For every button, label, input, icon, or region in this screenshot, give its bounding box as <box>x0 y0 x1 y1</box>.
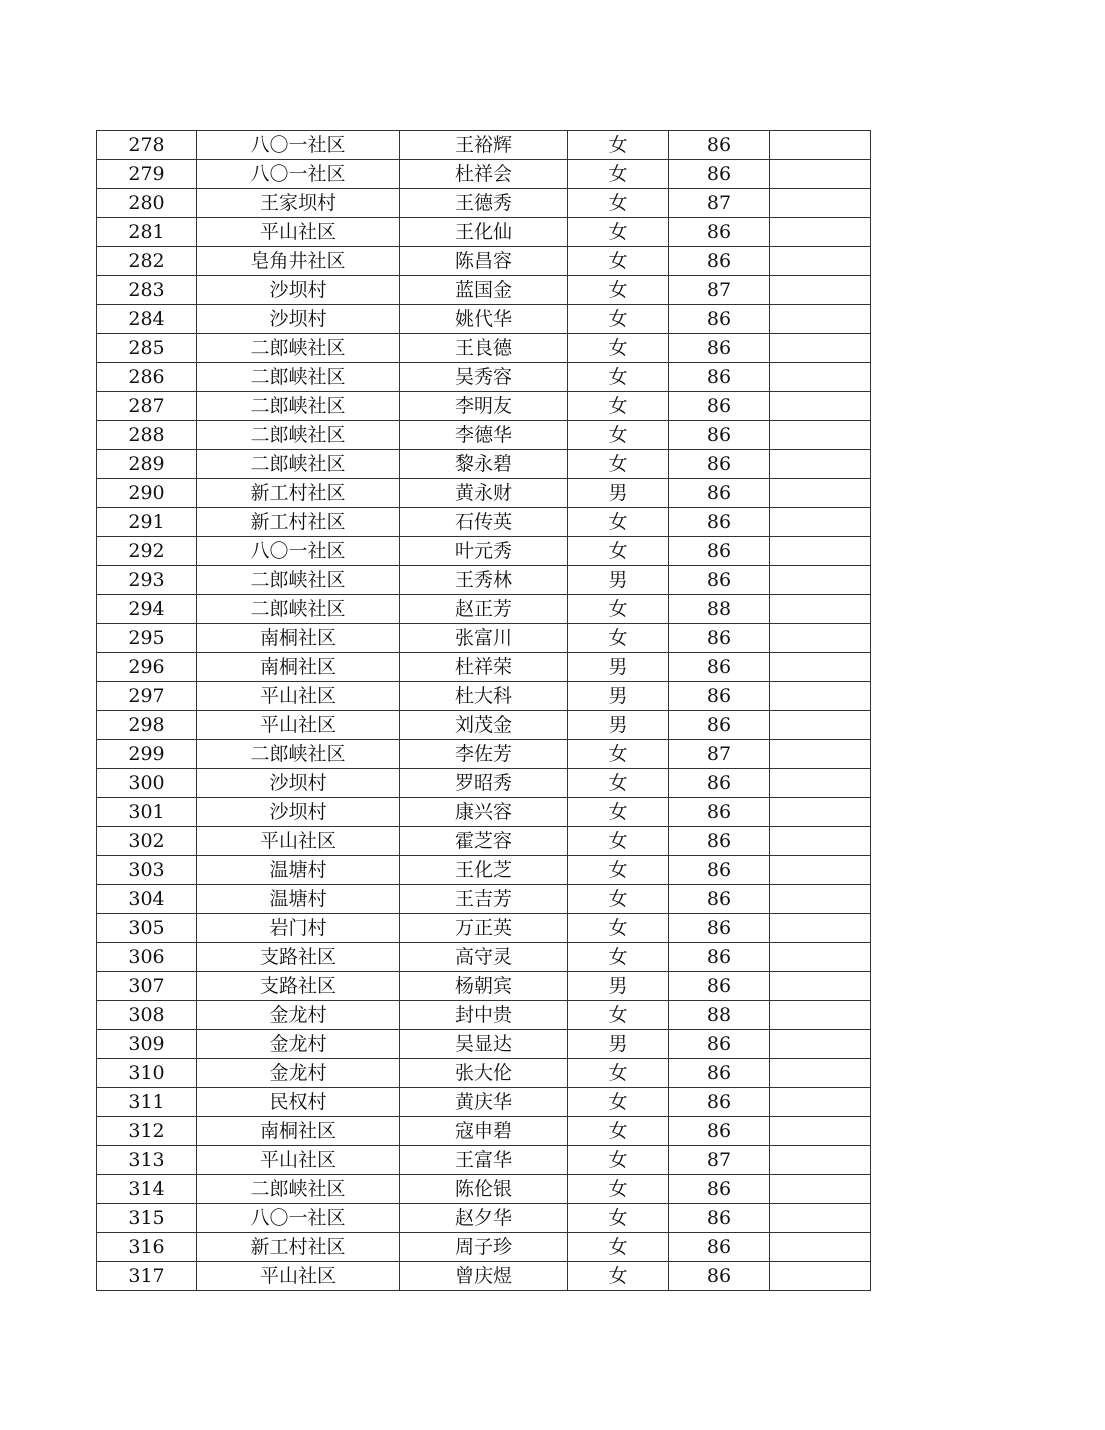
name-cell: 叶元秀 <box>400 537 568 566</box>
row-number-cell: 304 <box>97 885 197 914</box>
gender-cell: 男 <box>568 566 669 595</box>
community-cell: 八〇一社区 <box>197 160 400 189</box>
gender-cell: 女 <box>568 1059 669 1088</box>
row-number-cell: 302 <box>97 827 197 856</box>
name-cell: 李明友 <box>400 392 568 421</box>
table-row <box>97 1233 871 1262</box>
community-cell: 金龙村 <box>197 1030 400 1059</box>
table-row <box>97 1059 871 1088</box>
community-cell: 民权村 <box>197 1088 400 1117</box>
remark-cell <box>770 653 871 682</box>
name-cell: 黄永财 <box>400 479 568 508</box>
table-row <box>97 131 871 160</box>
remark-cell <box>770 827 871 856</box>
remark-cell <box>770 537 871 566</box>
age-cell: 86 <box>669 972 770 1001</box>
remark-cell <box>770 508 871 537</box>
row-number-cell: 283 <box>97 276 197 305</box>
row-number-cell: 288 <box>97 421 197 450</box>
age-cell: 86 <box>669 218 770 247</box>
age-cell: 86 <box>669 769 770 798</box>
row-number-cell: 300 <box>97 769 197 798</box>
remark-cell <box>770 856 871 885</box>
remark-cell <box>770 1146 871 1175</box>
row-number-cell: 280 <box>97 189 197 218</box>
gender-cell: 女 <box>568 1175 669 1204</box>
remark-cell <box>770 624 871 653</box>
table-row <box>97 218 871 247</box>
remark-cell <box>770 305 871 334</box>
table-row <box>97 1175 871 1204</box>
row-number-cell: 286 <box>97 363 197 392</box>
age-cell: 86 <box>669 363 770 392</box>
remark-cell <box>770 740 871 769</box>
community-cell: 二郎峡社区 <box>197 334 400 363</box>
gender-cell: 男 <box>568 1030 669 1059</box>
age-cell: 88 <box>669 595 770 624</box>
remark-cell <box>770 1204 871 1233</box>
name-cell: 吴秀容 <box>400 363 568 392</box>
name-cell: 刘茂金 <box>400 711 568 740</box>
row-number-cell: 311 <box>97 1088 197 1117</box>
name-cell: 黄庆华 <box>400 1088 568 1117</box>
gender-cell: 女 <box>568 1233 669 1262</box>
community-cell: 二郎峡社区 <box>197 740 400 769</box>
gender-cell: 女 <box>568 914 669 943</box>
community-cell: 沙坝村 <box>197 798 400 827</box>
community-cell: 二郎峡社区 <box>197 595 400 624</box>
community-cell: 二郎峡社区 <box>197 392 400 421</box>
row-number-cell: 309 <box>97 1030 197 1059</box>
name-cell: 封中贵 <box>400 1001 568 1030</box>
name-cell: 杜祥会 <box>400 160 568 189</box>
community-cell: 平山社区 <box>197 711 400 740</box>
age-cell: 86 <box>669 682 770 711</box>
remark-cell <box>770 363 871 392</box>
table-row <box>97 421 871 450</box>
gender-cell: 女 <box>568 508 669 537</box>
community-cell: 沙坝村 <box>197 276 400 305</box>
remark-cell <box>770 798 871 827</box>
table-row <box>97 885 871 914</box>
table-row <box>97 508 871 537</box>
gender-cell: 女 <box>568 247 669 276</box>
row-number-cell: 315 <box>97 1204 197 1233</box>
gender-cell: 男 <box>568 479 669 508</box>
community-cell: 金龙村 <box>197 1001 400 1030</box>
table-row <box>97 537 871 566</box>
row-number-cell: 292 <box>97 537 197 566</box>
row-number-cell: 303 <box>97 856 197 885</box>
remark-cell <box>770 1175 871 1204</box>
table-row <box>97 624 871 653</box>
gender-cell: 女 <box>568 798 669 827</box>
table-row <box>97 943 871 972</box>
age-cell: 87 <box>669 1146 770 1175</box>
row-number-cell: 298 <box>97 711 197 740</box>
row-number-cell: 305 <box>97 914 197 943</box>
roster-table <box>96 130 871 1291</box>
age-cell: 86 <box>669 885 770 914</box>
gender-cell: 女 <box>568 1117 669 1146</box>
age-cell: 86 <box>669 1059 770 1088</box>
roster-table-body <box>97 131 871 1291</box>
gender-cell: 女 <box>568 218 669 247</box>
table-row <box>97 1030 871 1059</box>
row-number-cell: 291 <box>97 508 197 537</box>
row-number-cell: 296 <box>97 653 197 682</box>
name-cell: 王吉芳 <box>400 885 568 914</box>
age-cell: 88 <box>669 1001 770 1030</box>
age-cell: 86 <box>669 1030 770 1059</box>
table-row <box>97 1204 871 1233</box>
community-cell: 八〇一社区 <box>197 1204 400 1233</box>
gender-cell: 女 <box>568 537 669 566</box>
gender-cell: 女 <box>568 1262 669 1291</box>
gender-cell: 女 <box>568 769 669 798</box>
name-cell: 高守灵 <box>400 943 568 972</box>
gender-cell: 女 <box>568 740 669 769</box>
community-cell: 王家坝村 <box>197 189 400 218</box>
table-row <box>97 682 871 711</box>
name-cell: 王良德 <box>400 334 568 363</box>
remark-cell <box>770 682 871 711</box>
row-number-cell: 284 <box>97 305 197 334</box>
remark-cell <box>770 566 871 595</box>
name-cell: 李德华 <box>400 421 568 450</box>
name-cell: 陈伦银 <box>400 1175 568 1204</box>
table-row <box>97 972 871 1001</box>
remark-cell <box>770 160 871 189</box>
community-cell: 南桐社区 <box>197 624 400 653</box>
name-cell: 吴显达 <box>400 1030 568 1059</box>
row-number-cell: 282 <box>97 247 197 276</box>
table-row <box>97 363 871 392</box>
remark-cell <box>770 1262 871 1291</box>
age-cell: 86 <box>669 914 770 943</box>
row-number-cell: 293 <box>97 566 197 595</box>
age-cell: 86 <box>669 1088 770 1117</box>
age-cell: 86 <box>669 798 770 827</box>
remark-cell <box>770 711 871 740</box>
row-number-cell: 290 <box>97 479 197 508</box>
name-cell: 曾庆煜 <box>400 1262 568 1291</box>
gender-cell: 男 <box>568 653 669 682</box>
gender-cell: 女 <box>568 1204 669 1233</box>
remark-cell <box>770 972 871 1001</box>
remark-cell <box>770 392 871 421</box>
age-cell: 86 <box>669 827 770 856</box>
age-cell: 87 <box>669 276 770 305</box>
name-cell: 蓝国金 <box>400 276 568 305</box>
age-cell: 87 <box>669 740 770 769</box>
name-cell: 王化芝 <box>400 856 568 885</box>
name-cell: 周子珍 <box>400 1233 568 1262</box>
community-cell: 金龙村 <box>197 1059 400 1088</box>
remark-cell <box>770 189 871 218</box>
row-number-cell: 299 <box>97 740 197 769</box>
name-cell: 张大伦 <box>400 1059 568 1088</box>
remark-cell <box>770 1117 871 1146</box>
community-cell: 温塘村 <box>197 856 400 885</box>
name-cell: 寇申碧 <box>400 1117 568 1146</box>
community-cell: 新工村社区 <box>197 508 400 537</box>
table-row <box>97 392 871 421</box>
remark-cell <box>770 334 871 363</box>
name-cell: 黎永碧 <box>400 450 568 479</box>
table-row <box>97 1146 871 1175</box>
name-cell: 王德秀 <box>400 189 568 218</box>
remark-cell <box>770 769 871 798</box>
gender-cell: 女 <box>568 421 669 450</box>
gender-cell: 女 <box>568 1001 669 1030</box>
community-cell: 温塘村 <box>197 885 400 914</box>
age-cell: 86 <box>669 856 770 885</box>
row-number-cell: 307 <box>97 972 197 1001</box>
row-number-cell: 287 <box>97 392 197 421</box>
community-cell: 二郎峡社区 <box>197 363 400 392</box>
gender-cell: 女 <box>568 363 669 392</box>
remark-cell <box>770 885 871 914</box>
gender-cell: 女 <box>568 276 669 305</box>
row-number-cell: 301 <box>97 798 197 827</box>
age-cell: 86 <box>669 624 770 653</box>
age-cell: 86 <box>669 1117 770 1146</box>
community-cell: 平山社区 <box>197 218 400 247</box>
table-row <box>97 247 871 276</box>
name-cell: 杜祥荣 <box>400 653 568 682</box>
community-cell: 二郎峡社区 <box>197 450 400 479</box>
gender-cell: 女 <box>568 334 669 363</box>
row-number-cell: 295 <box>97 624 197 653</box>
gender-cell: 女 <box>568 131 669 160</box>
table-row <box>97 189 871 218</box>
community-cell: 沙坝村 <box>197 769 400 798</box>
table-row <box>97 914 871 943</box>
name-cell: 石传英 <box>400 508 568 537</box>
community-cell: 平山社区 <box>197 1262 400 1291</box>
row-number-cell: 289 <box>97 450 197 479</box>
remark-cell <box>770 1059 871 1088</box>
remark-cell <box>770 131 871 160</box>
table-row <box>97 334 871 363</box>
table-row <box>97 798 871 827</box>
community-cell: 八〇一社区 <box>197 131 400 160</box>
table-row <box>97 856 871 885</box>
table-row <box>97 566 871 595</box>
age-cell: 86 <box>669 1175 770 1204</box>
table-row <box>97 1088 871 1117</box>
remark-cell <box>770 1233 871 1262</box>
table-row <box>97 160 871 189</box>
age-cell: 86 <box>669 1262 770 1291</box>
gender-cell: 女 <box>568 943 669 972</box>
name-cell: 王裕辉 <box>400 131 568 160</box>
name-cell: 赵正芳 <box>400 595 568 624</box>
community-cell: 平山社区 <box>197 1146 400 1175</box>
gender-cell: 女 <box>568 827 669 856</box>
row-number-cell: 316 <box>97 1233 197 1262</box>
age-cell: 86 <box>669 450 770 479</box>
table-row <box>97 276 871 305</box>
age-cell: 86 <box>669 305 770 334</box>
table-row <box>97 1001 871 1030</box>
roster-table-container <box>96 130 871 1291</box>
age-cell: 86 <box>669 1204 770 1233</box>
table-row <box>97 1262 871 1291</box>
gender-cell: 女 <box>568 1146 669 1175</box>
age-cell: 86 <box>669 537 770 566</box>
gender-cell: 女 <box>568 189 669 218</box>
community-cell: 支路社区 <box>197 943 400 972</box>
remark-cell <box>770 218 871 247</box>
age-cell: 86 <box>669 653 770 682</box>
name-cell: 李佐芳 <box>400 740 568 769</box>
table-row <box>97 769 871 798</box>
community-cell: 皂角井社区 <box>197 247 400 276</box>
name-cell: 杜大科 <box>400 682 568 711</box>
community-cell: 平山社区 <box>197 682 400 711</box>
gender-cell: 女 <box>568 160 669 189</box>
age-cell: 86 <box>669 711 770 740</box>
name-cell: 霍芝容 <box>400 827 568 856</box>
table-row <box>97 711 871 740</box>
gender-cell: 女 <box>568 595 669 624</box>
remark-cell <box>770 943 871 972</box>
community-cell: 南桐社区 <box>197 1117 400 1146</box>
table-row <box>97 595 871 624</box>
table-row <box>97 305 871 334</box>
remark-cell <box>770 276 871 305</box>
row-number-cell: 279 <box>97 160 197 189</box>
gender-cell: 女 <box>568 624 669 653</box>
name-cell: 王化仙 <box>400 218 568 247</box>
gender-cell: 女 <box>568 1088 669 1117</box>
name-cell: 罗昭秀 <box>400 769 568 798</box>
name-cell: 张富川 <box>400 624 568 653</box>
community-cell: 支路社区 <box>197 972 400 1001</box>
age-cell: 86 <box>669 160 770 189</box>
table-row <box>97 450 871 479</box>
age-cell: 86 <box>669 566 770 595</box>
row-number-cell: 317 <box>97 1262 197 1291</box>
name-cell: 王富华 <box>400 1146 568 1175</box>
remark-cell <box>770 1088 871 1117</box>
gender-cell: 女 <box>568 305 669 334</box>
row-number-cell: 313 <box>97 1146 197 1175</box>
remark-cell <box>770 421 871 450</box>
gender-cell: 男 <box>568 972 669 1001</box>
age-cell: 86 <box>669 131 770 160</box>
community-cell: 二郎峡社区 <box>197 421 400 450</box>
name-cell: 姚代华 <box>400 305 568 334</box>
row-number-cell: 314 <box>97 1175 197 1204</box>
community-cell: 二郎峡社区 <box>197 566 400 595</box>
age-cell: 86 <box>669 334 770 363</box>
community-cell: 平山社区 <box>197 827 400 856</box>
row-number-cell: 281 <box>97 218 197 247</box>
table-row <box>97 827 871 856</box>
remark-cell <box>770 595 871 624</box>
name-cell: 赵夕华 <box>400 1204 568 1233</box>
row-number-cell: 312 <box>97 1117 197 1146</box>
age-cell: 86 <box>669 1233 770 1262</box>
age-cell: 86 <box>669 421 770 450</box>
community-cell: 八〇一社区 <box>197 537 400 566</box>
community-cell: 沙坝村 <box>197 305 400 334</box>
name-cell: 万正英 <box>400 914 568 943</box>
name-cell: 杨朝宾 <box>400 972 568 1001</box>
age-cell: 86 <box>669 247 770 276</box>
row-number-cell: 294 <box>97 595 197 624</box>
row-number-cell: 306 <box>97 943 197 972</box>
community-cell: 新工村社区 <box>197 479 400 508</box>
remark-cell <box>770 450 871 479</box>
age-cell: 87 <box>669 189 770 218</box>
table-row <box>97 1117 871 1146</box>
gender-cell: 女 <box>568 856 669 885</box>
community-cell: 二郎峡社区 <box>197 1175 400 1204</box>
table-row <box>97 653 871 682</box>
community-cell: 新工村社区 <box>197 1233 400 1262</box>
age-cell: 86 <box>669 479 770 508</box>
remark-cell <box>770 1001 871 1030</box>
remark-cell <box>770 1030 871 1059</box>
table-row <box>97 479 871 508</box>
age-cell: 86 <box>669 943 770 972</box>
name-cell: 王秀林 <box>400 566 568 595</box>
remark-cell <box>770 914 871 943</box>
row-number-cell: 308 <box>97 1001 197 1030</box>
remark-cell <box>770 479 871 508</box>
gender-cell: 男 <box>568 711 669 740</box>
row-number-cell: 297 <box>97 682 197 711</box>
community-cell: 南桐社区 <box>197 653 400 682</box>
age-cell: 86 <box>669 392 770 421</box>
gender-cell: 女 <box>568 450 669 479</box>
community-cell: 岩门村 <box>197 914 400 943</box>
remark-cell <box>770 247 871 276</box>
age-cell: 86 <box>669 508 770 537</box>
gender-cell: 女 <box>568 885 669 914</box>
name-cell: 陈昌容 <box>400 247 568 276</box>
table-row <box>97 740 871 769</box>
row-number-cell: 310 <box>97 1059 197 1088</box>
gender-cell: 女 <box>568 392 669 421</box>
row-number-cell: 278 <box>97 131 197 160</box>
name-cell: 康兴容 <box>400 798 568 827</box>
row-number-cell: 285 <box>97 334 197 363</box>
gender-cell: 男 <box>568 682 669 711</box>
